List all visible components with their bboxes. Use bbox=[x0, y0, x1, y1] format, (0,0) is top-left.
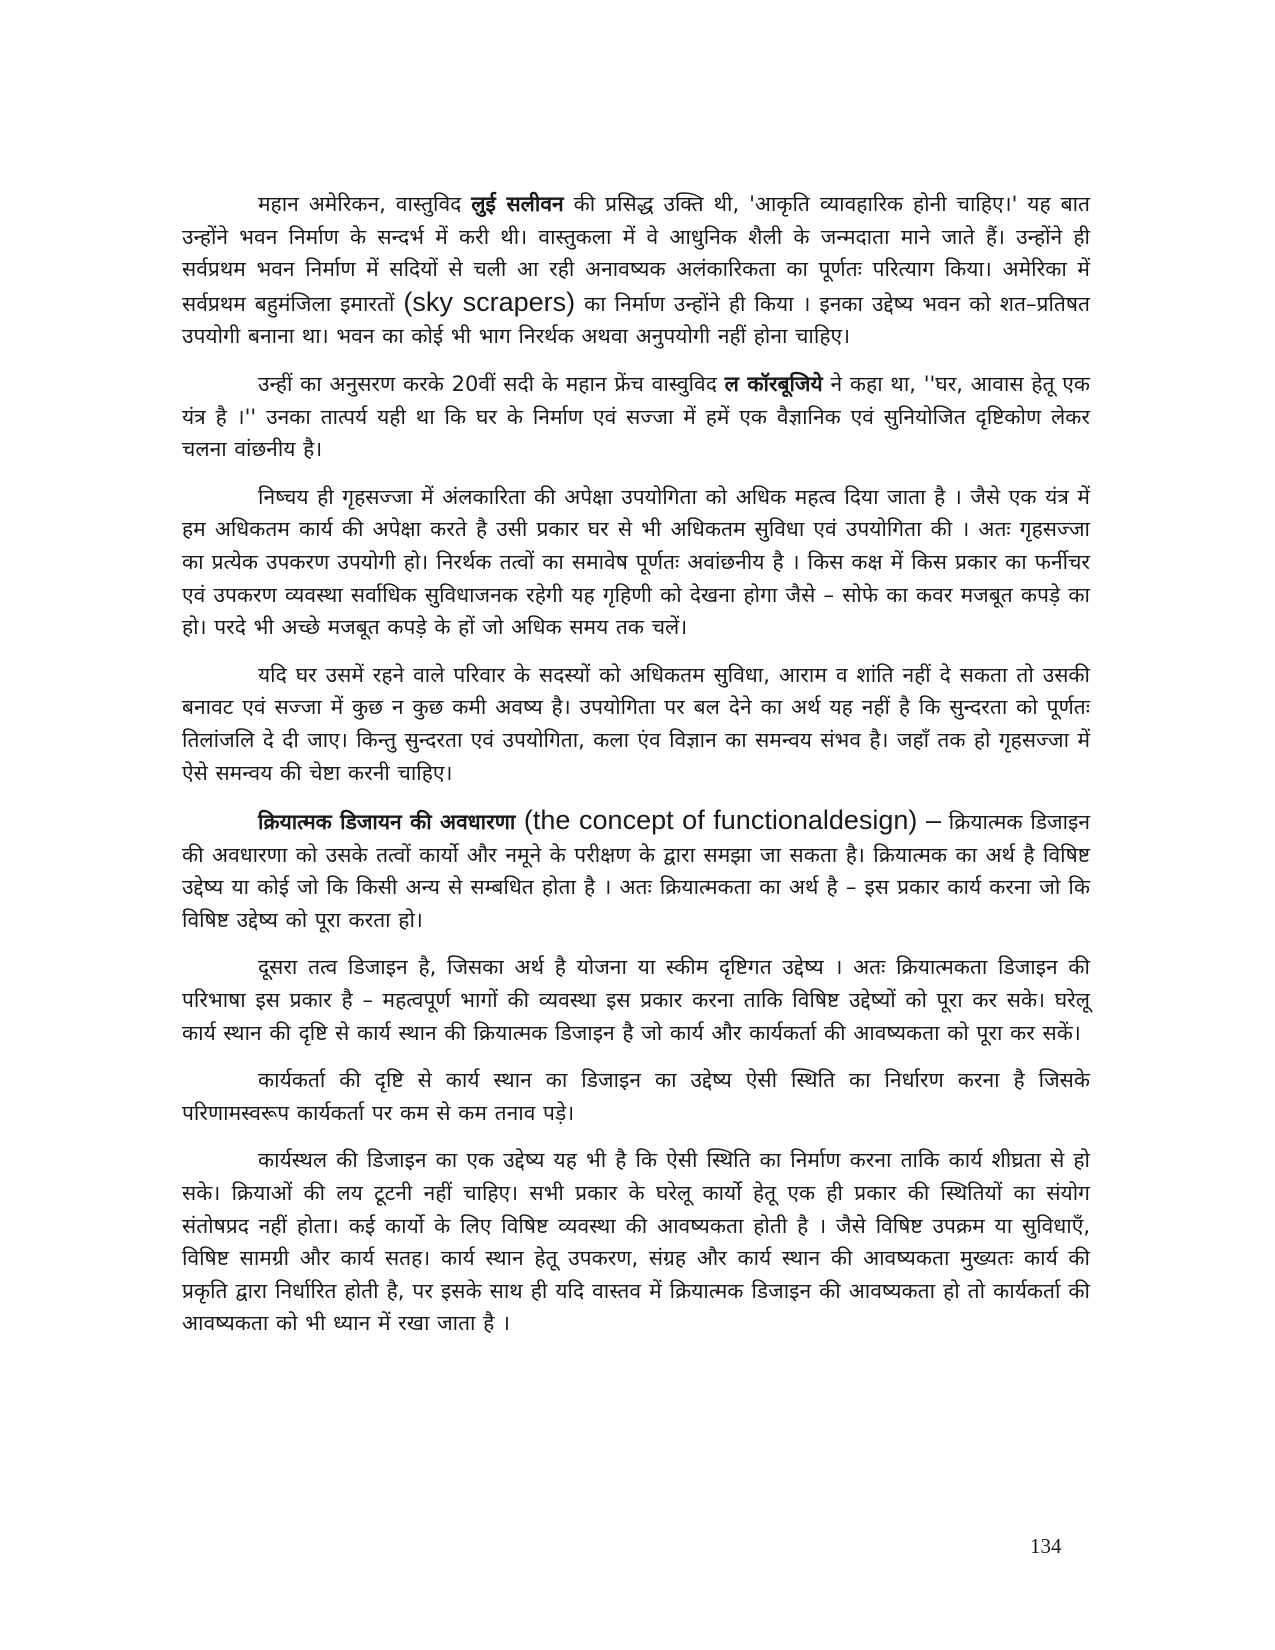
paragraph-5-body: क्रियात्मक डिजाइन की अवधारणा को उसके तत्वों कार्यो और नमूने के परीक्षण के द्वारा समझा जा सकता है। क्रियात्मक का अर्थ है विषिष्ट उद्देष्य या कोई जो कि किसी अन्य से सम्बधित होता है । अतः क्रियात्मकता का अर्थ है – इस प्रकार कार्य करना जो कि विषिष्ट उद्देष्य को पूरा करता हो। bbox=[182, 810, 1090, 932]
paragraph-4: यदि घर उसमें रहने वाले परिवार के सदस्यों को अधिकतम सुविधा, आराम व शांति नहीं दे सकता तो उसकी बनावट एवं सज्जा में कुछ न कुछ कमी अवष्य है। उपयोगिता पर बल देने का अर्थ यह नहीं है कि सुन्दरता को पूर्णतः तिलांजलि दे दी जाए। किन्तु सुन्दरता एवं उपयोगिता, कला एंव विज्ञान का समन्वय संभव है। जहाँ तक हो गृहसज्जा में ऐसे समन्वय की चेष्टा करनी चाहिए। bbox=[182, 662, 1090, 785]
section-heading-english: (the concept of functionaldesign) – bbox=[515, 805, 942, 836]
paragraph-8: कार्यस्थल की डिजाइन का एक उद्देष्य यह भी है कि ऐसी स्थिति का निर्माण करना ताकि कार्य शीघ्रता से हो सके। क्रियाओं की लय टूटनी नहीं चाहिए। सभी प्रकार के घरेलू कार्यो हेतू एक ही प्रकार की स्थितियों का संयोग संतोषप्रद नहीं होता। कई कार्यो के लिए विषिष्ट व्यवस्था की आवष्यकता होती है । जैसे विषिष्ट उपक्रम या सुविधाएँ, विषिष्ट सामग्री और कार्य सतह। कार्य स्थान हेतू उपकरण, संग्रह और कार्य स्थान की आवष्यकता मुख्यतः कार्य की प्रकृति द्वारा निर्धारित होती है, पर इसके साथ ही यदि वास्तव में क्रियात्मक डिजाइन की आवष्यकता हो तो कार्यकर्ता की आवष्यकता को भी ध्यान में रखा जाता है । bbox=[182, 1148, 1090, 1336]
name-louis-sullivan: लुई सलीवन bbox=[471, 192, 564, 216]
sky-scrapers-term: (sky scrapers) bbox=[403, 286, 576, 317]
section-heading-hindi: क्रियात्मक डिजायन की अवधारणा bbox=[258, 810, 516, 835]
paragraph-3: निष्चय ही गृहसज्जा में अंलकारिता की अपेक्षा उपयोगिता को अधिक महत्व दिया जाता है । जैसे एक यंत्र में हम अधिकतम कार्य की अपेक्षा करते है उसी प्रकार घर से भी अधिकतम सुविधा एवं उपयोगिता की । अतः गृहसज्जा का प्रत्येक उपकरण उपयोगी हो। निरर्थक तत्वों का समावेष पूर्णतः अवांछनीय है । किस कक्ष में किस प्रकार का फर्नीचर एवं उपकरण व्यवस्था सर्वाधिक सुविधाजनक रहेगी यह गृहिणी को देखना होगा जैसे – सोफे का कवर मजबूत कपड़े का हो। परदे भी अच्छे मजबूत कपड़े के हों जो अधिक समय तक चलें। bbox=[182, 484, 1090, 640]
paragraph-2-text-a: उन्हीं का अनुसरण करके 20वीं सदी के महान फ्रेंच वास्वुविद bbox=[258, 371, 725, 396]
name-le-corbusier: ल कॉरबूजिये bbox=[724, 371, 823, 396]
paragraph-1-text-c: की प्रसिद्ध उक्ति थी, 'आकृति व्यावहारिक होनी चाहिए।' यह बात उन्होंने भवन निर्माण के सन्दर्भ में करी थी। वास्तुकला में वे आधुनिक शैली के जन्मदाता माने जाते हैं। उन्होंने ही सर्वप्रथम भवन निर्माण में सदियों से चली आ रही अनावष्यक अलंकारिकता का पूर्णतः परित्याग किया। अमेरिका में सर्वप्रथम बहुमंजिला इमारतों bbox=[182, 192, 1090, 316]
body-text bbox=[182, 188, 1090, 1355]
paragraph-6: दूसरा तत्व डिजाइन है, जिसका अर्थ है योजना या स्कीम दृष्टिगत उद्देष्य । अतः क्रियात्मकता डिजाइन की परिभाषा इस प्रकार है – महत्वपूर्ण भागों की व्यवस्था इस प्रकार करना ताकि विषिष्ट उद्देष्यों को पूरा कर सके। घरेलू कार्य स्थान की दृष्टि से कार्य स्थान की क्रियात्मक डिजाइन है जो कार्य और कार्यकर्ता की आवष्यकता को पूरा कर सकें। bbox=[182, 955, 1090, 1045]
paragraph-1-text-a: महान अमेरिकन, वास्तुविद bbox=[258, 192, 472, 216]
paragraph-1 bbox=[182, 188, 1090, 353]
paragraph-7: कार्यकर्ता की दृष्टि से कार्य स्थान का डिजाइन का उद्देष्य ऐसी स्थिति का निर्धारण करना है जिसके परिणामस्वरूप कार्यकर्ता पर कम से कम तनाव पड़े। bbox=[182, 1068, 1090, 1125]
paragraph-5 bbox=[182, 804, 1090, 936]
page-number: 134 bbox=[1030, 1534, 1062, 1558]
paragraph-2 bbox=[182, 368, 1090, 466]
paragraph-2-text-c: ने कहा था, ''घर, आवास हेतू एक यंत्र है ।'' उनका तात्पर्य यही था कि घर के निर्माण एवं सज्जा में हमें एक वैज्ञानिक एवं सुनियोजित दृष्टिकोण लेकर चलना वांछनीय है। bbox=[182, 371, 1090, 462]
paragraph-1-text-e: का निर्माण उन्होंने ही किया । इनका उद्देष्य भवन को शत–प्रतिषत उपयोगी बनाना था। भवन का कोई भी भाग निरर्थक अथवा अनुपयोगी नहीं होना चाहिए। bbox=[182, 291, 1090, 349]
